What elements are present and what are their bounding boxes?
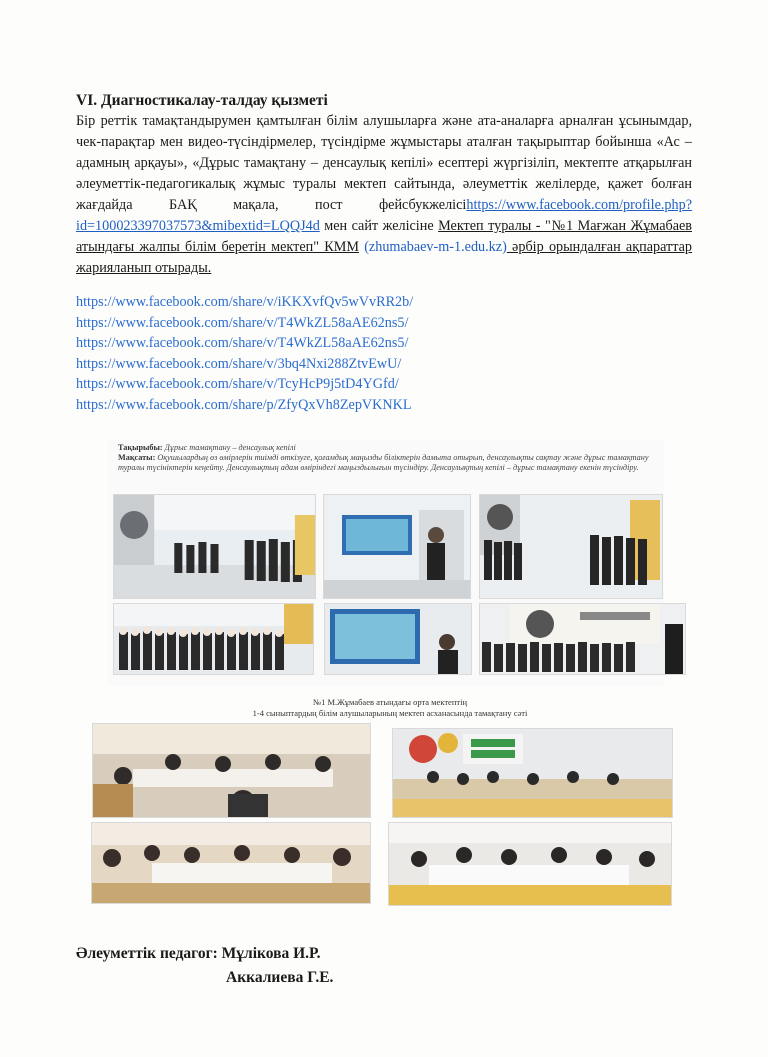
section-title: VI. Диагностикалау-талдау қызметі xyxy=(76,92,328,109)
facebook-share-link[interactable]: https://www.facebook.com/share/v/3bq4Nxi288ZtvEwU/ xyxy=(76,355,402,372)
facebook-share-link[interactable]: https://www.facebook.com/share/p/ZfyQxVh8ZepVKNKL xyxy=(76,396,412,413)
event-photo xyxy=(113,494,316,599)
topic-label: Тақырыбы: xyxy=(118,443,163,452)
goal-label: Мақсаты: xyxy=(118,452,156,462)
event-photo xyxy=(479,494,663,599)
facebook-links-list xyxy=(76,292,413,415)
canteen-photo xyxy=(92,723,371,818)
caption-line: №1 М.Жұмабаев атындағы орта мектептің xyxy=(312,697,468,707)
facebook-share-link[interactable]: https://www.facebook.com/share/v/T4WkZL58aAE62ns5/ xyxy=(76,335,409,351)
school-site-title-link[interactable]: Мектеп туралы - "№1 Мағжан Жұмабаев атындағы жалпы білім беретін мектеп" КММ xyxy=(76,218,692,255)
facebook-profile-link[interactable]: https://www.facebook.com/profile.php?id=100023397037573&mibextid=LQQJ4d xyxy=(76,197,692,234)
signature-role: Әлеуметтік педагог: xyxy=(76,945,218,962)
caption-line: 1-4 сыныптардың білім алушыларының мектеп асханасында тамақтану сәті xyxy=(252,707,528,718)
signature-name: Мұлікова И.Р. xyxy=(221,945,321,962)
facebook-share-link[interactable]: https://www.facebook.com/share/v/T4WkZL58aAE62ns5/ xyxy=(76,314,409,331)
canteen-photo xyxy=(392,728,673,818)
signature-name: Аккалиева Г.Е. xyxy=(226,969,334,986)
paragraph-text: мен сайт желісіне xyxy=(319,218,439,234)
paragraph-text: Бір реттік тамақтандырумен қамтылған білім алушыларға және ата-аналарға арналған ұсынымдар, чек-парақтар мен видео-түсіндірмелер, түсіндірме жұмыстары аталған тақырыптар бойынша «Ас – адамның арқауы», «Дұрыс тамақтану – денсаулық кепілі» есептері жүргізіліп, мектепте атқарылған әлеуметтік-педагогикалық жұмыс туралы мектеп сайтында, әлеуметтік желілерде, қажет болған жағдайда БАҚ мақала, пост фейсбукжелісі xyxy=(76,113,692,213)
event-photo xyxy=(479,603,686,675)
facebook-share-link[interactable]: https://www.facebook.com/share/v/TcyHcP9j5tD4YGfd/ xyxy=(76,376,399,392)
event-photo xyxy=(323,494,471,599)
main-paragraph xyxy=(76,111,692,279)
photo-caption xyxy=(180,697,600,718)
canteen-photo xyxy=(91,822,371,904)
goal-value: Оқушылардың өз өмірлерін тиімді өткізуге, қоғамдық маңызды біліктерін дамыта отырып, денсаулықты сақтау және дұрыс тамақтану туралы түсініктерін кеңейту. Денсаулықтың адам өміріндегі маңыздылығын түсіндіру. Денсаулықтың кепілі – дұрыс тамақтану екенін түсіндіру. xyxy=(118,452,649,472)
topic-value: Дұрыс тамақтану – денсаулық кепілі xyxy=(164,443,296,452)
paragraph-text: әрбір орындалған ақпараттар жарияланып отырады. xyxy=(76,239,693,276)
signature-block xyxy=(76,942,333,990)
school-site-domain-link[interactable]: (zhumabaev-m-1.edu.kz) xyxy=(364,239,507,255)
canteen-photo xyxy=(388,822,672,906)
facebook-share-link[interactable]: https://www.facebook.com/share/v/iKKXvfQv5wVvRR2b/ xyxy=(76,294,414,310)
event-photo xyxy=(113,603,314,675)
collage-topic xyxy=(118,443,663,472)
event-photo xyxy=(324,603,472,675)
